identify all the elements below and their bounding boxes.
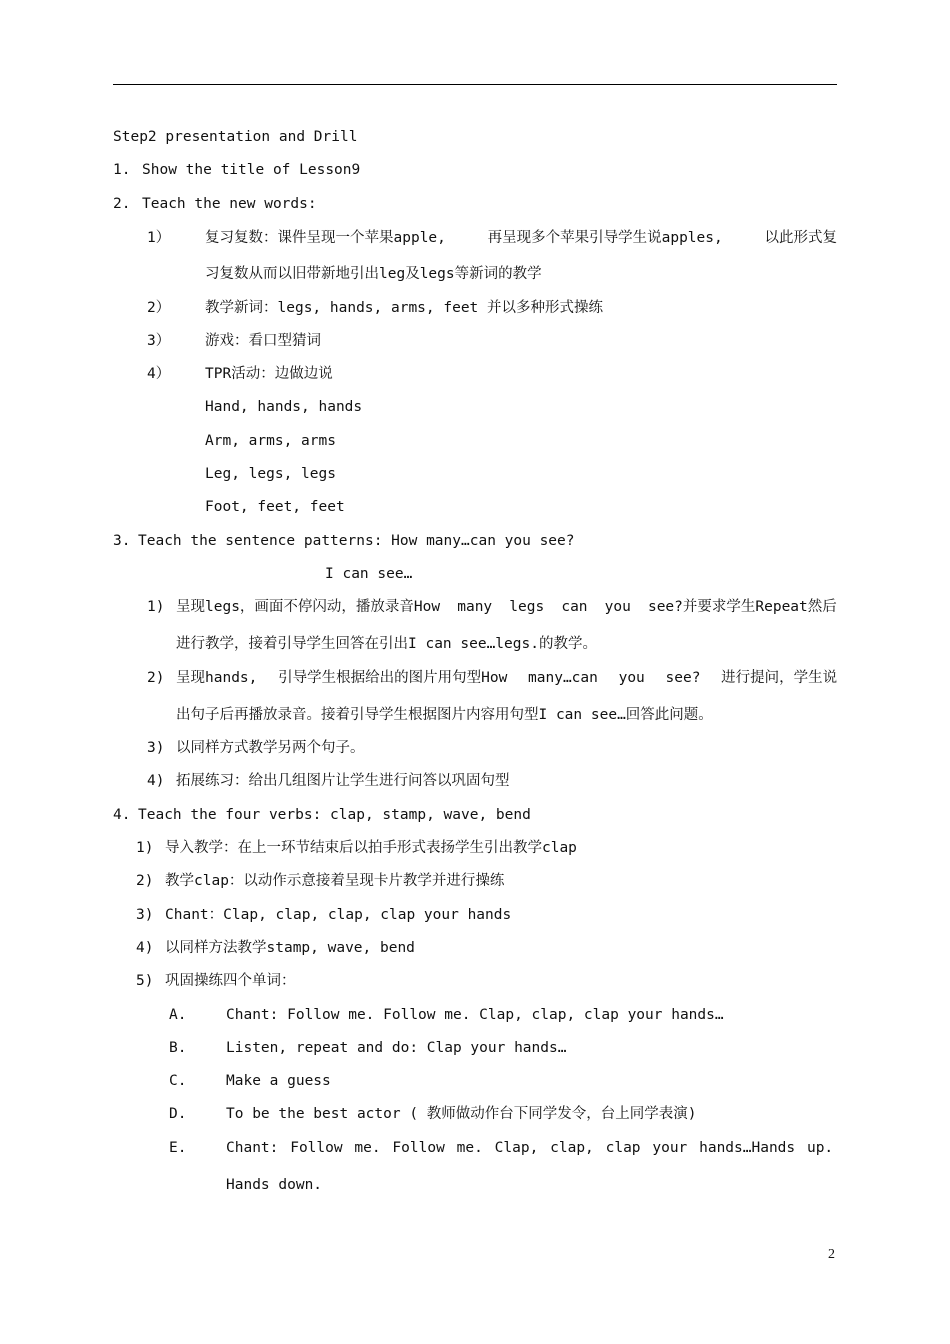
item4-sub-text: 以同样方法教学stamp, wave, bend [165,940,415,956]
header-rule [113,84,837,85]
item2-sub-label: 2） [147,300,171,316]
item2-sub-label: 1） [147,230,171,246]
item3-sub-line: 出句子后再播放录音。接着引导学生根据图片内容用句型I can see…回答此问题。 [176,707,713,723]
item1-text: Show the title of Lesson9 [142,162,361,178]
item3-line2: I can see… [325,566,413,582]
item3-sub-line: 拓展练习：给出几组图片让学生进行问答以巩固句型 [176,773,510,789]
item4-sub-label: 2) [136,873,154,889]
item4-sub-text: Chant：Clap, clap, clap, clap your hands [165,907,512,923]
item1-label: 1. [113,162,131,178]
practice-label: D. [169,1106,187,1122]
tpr-line: Hand, hands, hands [205,399,363,415]
item4-text: Teach the four verbs: clap, stamp, wave, bend [138,807,531,823]
item4-sub-text: 教学clap：以动作示意接着呈现卡片教学并进行操练 [165,873,505,889]
practice-label: C. [169,1073,187,1089]
practice-line: Make a guess [226,1073,331,1089]
item4-label: 4. [113,807,131,823]
item2-sub-line: TPR活动：边做边说 [205,366,333,382]
practice-label: B. [169,1040,187,1056]
practice-line: Chant: Follow me. Follow me. Clap, clap, clap your hands…Hands up. [226,1140,834,1156]
item3-sub-line: 以同样方式教学另两个句子。 [176,740,365,756]
item3-text: Teach the sentence patterns: How many…can you see? [138,533,575,549]
page-number: 2 [828,1247,835,1262]
item4-sub-label: 5) [136,973,154,989]
item4-sub-text: 巩固操练四个单词： [165,973,296,989]
item4-sub-label: 4) [136,940,154,956]
item3-label: 3. [113,533,131,549]
item3-sub-label: 3) [147,740,165,756]
step-heading: Step2 presentation and Drill [113,129,358,145]
item2-text: Teach the new words: [142,196,317,212]
item3-sub-label: 2) [147,670,165,686]
item2-sub-label: 4） [147,366,171,382]
item2-sub-line: 习复数从而以旧带新地引出leg及legs等新词的教学 [205,266,542,282]
item2-sub-line: 复习复数：课件呈现一个苹果apple, 再呈现多个苹果引导学生说apples, 以此形式复 [205,230,837,246]
item2-label: 2. [113,196,131,212]
item3-sub-line: 呈现hands, 引导学生根据给出的图片用句型How many…can you see? 进行提问，学生说 [176,670,838,686]
item3-sub-line: 呈现legs，画面不停闪动，播放录音How many legs can you see?并要求学生Repeat然后 [176,599,837,615]
item2-sub-label: 3） [147,333,171,349]
practice-line: Listen, repeat and do: Clap your hands… [226,1040,567,1056]
tpr-line: Arm, arms, arms [205,433,336,449]
item3-sub-line: 进行教学，接着引导学生回答在引出I can see…legs.的教学。 [176,636,597,652]
practice-line: Hands down. [226,1177,323,1193]
item3-sub-label: 4) [147,773,165,789]
practice-label: E. [169,1140,187,1156]
item2-sub-line: 教学新词：legs, hands, arms, feet 并以多种形式操练 [205,300,604,316]
item2-sub-line: 游戏：看口型猜词 [205,333,321,349]
item3-sub-label: 1) [147,599,165,615]
item4-sub-text: 导入教学：在上一环节结束后以拍手形式表扬学生引出教学clap [165,840,577,856]
practice-label: A. [169,1007,187,1023]
item4-sub-label: 3) [136,907,154,923]
tpr-line: Leg, legs, legs [205,466,336,482]
item4-sub-label: 1) [136,840,154,856]
tpr-line: Foot, feet, feet [205,499,345,515]
practice-line: To be the best actor ( 教师做动作台下同学发令，台上同学表演) [226,1106,697,1122]
practice-line: Chant: Follow me. Follow me. Clap, clap, clap your hands… [226,1007,724,1023]
